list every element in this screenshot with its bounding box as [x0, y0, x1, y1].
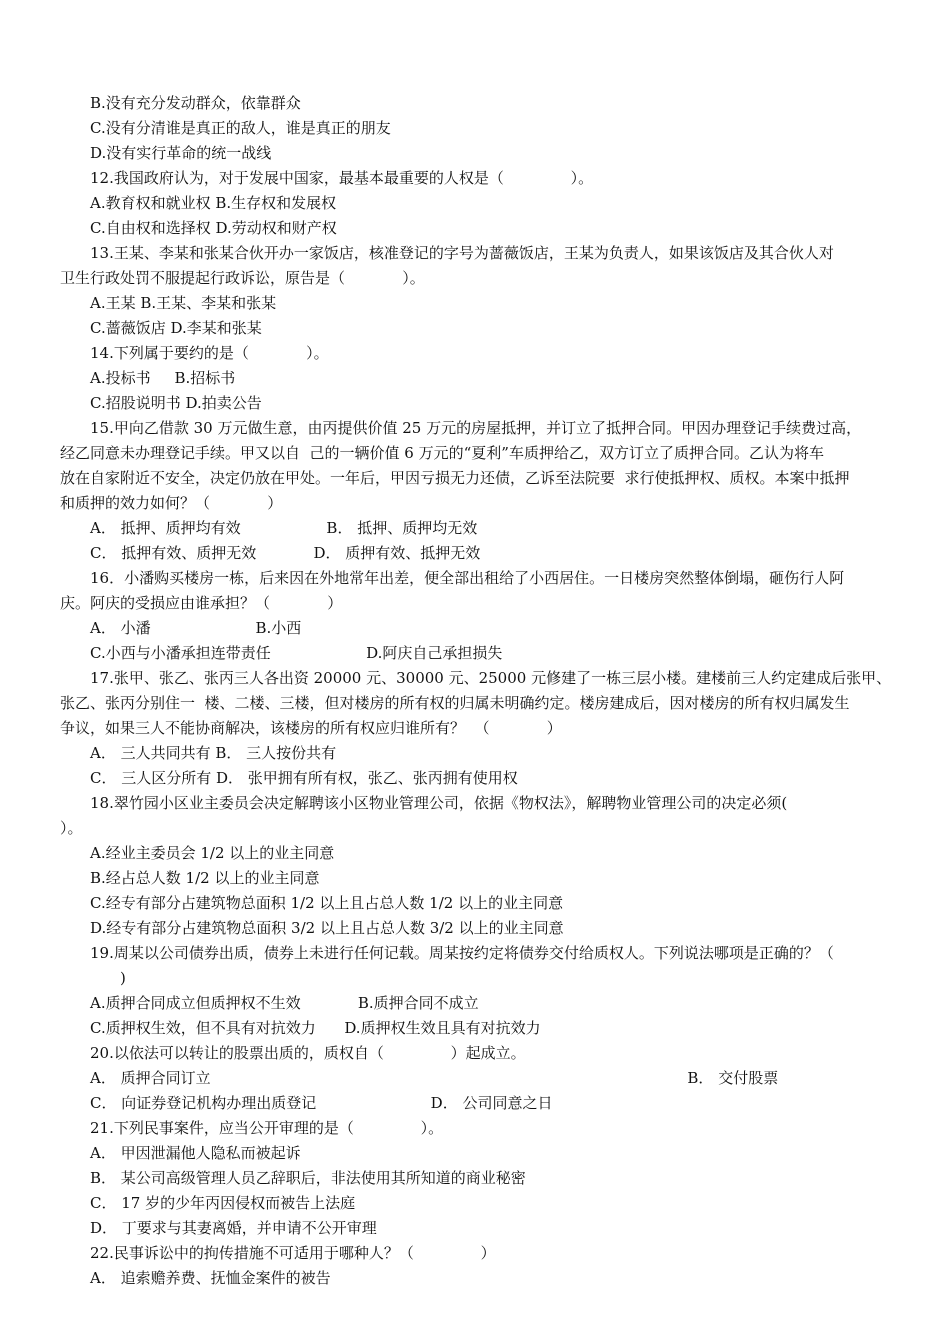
question-19: 19.周某以公司债券出质，债券上未进行任何记载。周某按约定将债券交付给质权人。下列说法哪项是正确的？（ — [90, 944, 834, 962]
text-line: ）。 — [60, 819, 83, 837]
text-line: A.教育权和就业权 B.生存权和发展权 — [90, 194, 337, 212]
text-line: D． 丁要求与其妻离婚，并申请不公开审理 — [90, 1219, 377, 1237]
question-14: 14.下列属于要约的是（ ）。 — [90, 344, 329, 362]
question-16: 16．小潘购买楼房一栋，后来因在外地常年出差，便全部出租给了小西居住。一日楼房突然整体倒塌，砸伤行人阿 — [90, 569, 845, 587]
text-line: A． 抵押、质押均有效 B． 抵押、质押均无效 — [90, 519, 478, 537]
text-line: C.没有分清谁是真正的敌人，谁是真正的朋友 — [90, 119, 391, 137]
text-line: A． 质押合同订立 B． 交付股票 — [90, 1069, 779, 1087]
text-line: C.自由权和选择权 D.劳动权和财产权 — [90, 219, 337, 237]
text-line: 和质押的效力如何？（ ） — [60, 494, 283, 512]
text-line: C.蔷薇饭店 D.李某和张某 — [90, 319, 262, 337]
text-line: A.经业主委员会 1/2 以上的业主同意 — [90, 844, 335, 862]
text-line: B． 某公司高级管理人员乙辞职后，非法使用其所知道的商业秘密 — [90, 1169, 526, 1187]
question-15: 15.甲向乙借款 30 万元做生意，由丙提供价值 25 万元的房屋抵押，并订立了抵押合同。甲因办理登记手续费过高， — [90, 419, 862, 437]
question-17: 17.张甲、张乙、张丙三人各出资 20000 元、30000 元、25000 元修建了一栋三层小楼。建楼前三人约定建成后张甲、 — [90, 669, 892, 687]
text-line: D.没有实行革命的统一战线 — [90, 144, 272, 162]
text-line: C.招股说明书 D.拍卖公告 — [90, 394, 262, 412]
text-line: 卫生行政处罚不服提起行政诉讼，原告是（ ）。 — [60, 269, 425, 287]
text-line: B.经占总人数 1/2 以上的业主同意 — [90, 869, 320, 887]
text-line: 放在自家附近不安全，决定仍放在甲处。一年后，甲因亏损无力还债，乙诉至法院要 求行使抵押权、质权。本案中抵押 — [60, 469, 850, 487]
text-line: A． 三人共同共有 B． 三人按份共有 — [90, 744, 337, 762]
text-line: C.质押权生效，但不具有对抗效力 D.质押权生效且具有对抗效力 — [90, 1019, 541, 1037]
text-line: A.王某 B.王某、李某和张某 — [90, 294, 277, 312]
text-line: 争议，如果三人不能协商解决，该楼房的所有权应归谁所有？ （ ） — [60, 719, 562, 737]
text-line: C.经专有部分占建筑物总面积 1/2 以上且占总人数 1/2 以上的业主同意 — [90, 894, 564, 912]
question-21: 21.下列民事案件，应当公开审理的是（ ）。 — [90, 1119, 444, 1137]
text-line: 张乙、张丙分别住一 楼、二楼、三楼，但对楼房的所有权的归属未明确约定。楼房建成后，因对楼房的所有权归属发生 — [60, 694, 850, 712]
text-line: C． 17 岁的少年丙因侵权而被告上法庭 — [90, 1194, 356, 1212]
text-line: 经乙同意未办理登记手续。甲又以自 己的一辆价值 6 万元的“夏利”车质押给乙，双方订立了质押合同。乙认为将车 — [60, 444, 824, 462]
text-line: A.质押合同成立但质押权不生效 B.质押合同不成立 — [90, 994, 479, 1012]
question-22: 22.民事诉讼中的拘传措施不可适用于哪种人？（ ） — [90, 1244, 496, 1262]
text-line: A． 小潘 B.小西 — [90, 619, 302, 637]
question-20: 20.以依法可以转让的股票出质的，质权自（ ）起成立。 — [90, 1044, 526, 1062]
text-line: A． 甲因泄漏他人隐私而被起诉 — [90, 1144, 301, 1162]
text-line: 庆。阿庆的受损应由谁承担？（ ） — [60, 594, 343, 612]
text-line: C． 三人区分所有 D． 张甲拥有所有权，张乙、张丙拥有使用权 — [90, 769, 518, 787]
text-line: A． 追索赡养费、抚恤金案件的被告 — [90, 1269, 331, 1287]
question-12: 12.我国政府认为，对于发展中国家，最基本最重要的人权是（ ）。 — [90, 169, 594, 187]
text-line: C． 向证券登记机构办理出质登记 D． 公司同意之日 — [90, 1094, 553, 1112]
text-line: D.经专有部分占建筑物总面积 3/2 以上且占总人数 3/2 以上的业主同意 — [90, 919, 564, 937]
text-line: B.没有充分发动群众，依靠群众 — [90, 94, 301, 112]
text-line: C.小西与小潘承担连带责任 D.阿庆自己承担损失 — [90, 644, 503, 662]
question-13: 13.王某、李某和张某合伙开办一家饭店，核准登记的字号为蔷薇饭店，王某为负责人，如果该饭店及其合伙人对 — [90, 244, 834, 262]
text-line: C． 抵押有效、质押无效 D． 质押有效、抵押无效 — [90, 544, 481, 562]
text-line: ) — [120, 969, 126, 987]
question-18: 18.翠竹园小区业主委员会决定解聘该小区物业管理公司，依据《物权法》，解聘物业管理公司的决定必须( — [90, 794, 788, 812]
text-line: A.投标书 B.招标书 — [90, 369, 236, 387]
